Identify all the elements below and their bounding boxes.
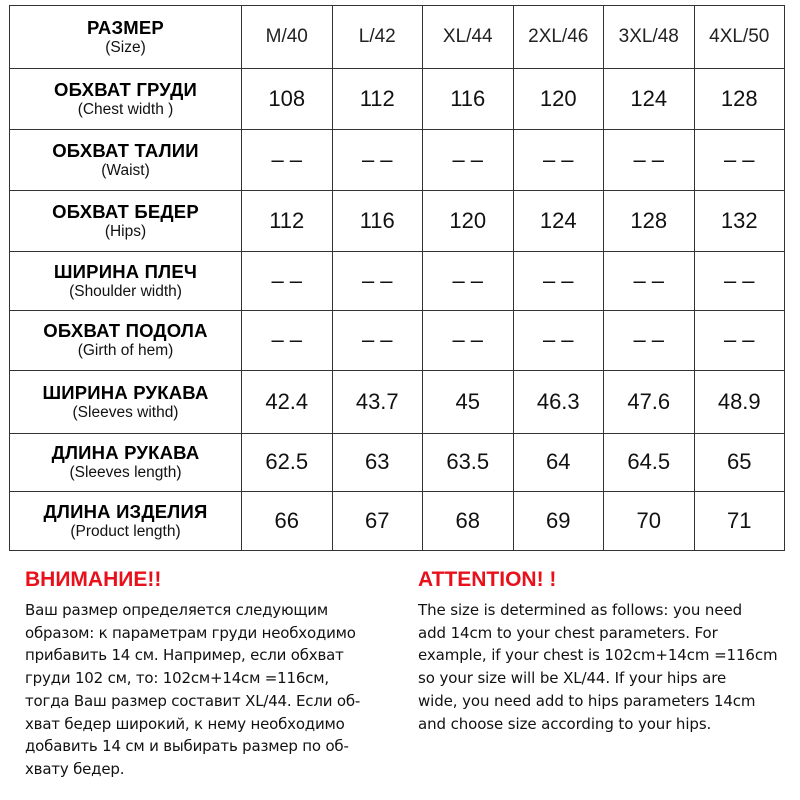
measurement-row bbox=[10, 310, 785, 370]
measurement-row bbox=[10, 252, 785, 310]
measurement-value: 67 bbox=[332, 491, 423, 550]
measurement-value: – – bbox=[423, 310, 514, 370]
attention-title-en: ATTENTION! ! bbox=[418, 568, 557, 591]
measurement-label-ru: ОБХВАТ ГРУДИ bbox=[54, 79, 197, 101]
measurement-value: 128 bbox=[604, 191, 695, 252]
measurement-label-ru: ДЛИНА РУКАВА bbox=[51, 442, 200, 464]
measurement-value: – – bbox=[423, 130, 514, 191]
measurement-value: 64 bbox=[513, 433, 604, 491]
measurement-value: 62.5 bbox=[242, 433, 333, 491]
measurement-value: – – bbox=[332, 310, 423, 370]
measurement-value: 128 bbox=[694, 69, 785, 130]
attention-text-en bbox=[418, 599, 778, 735]
measurement-value: 112 bbox=[242, 191, 333, 252]
measurement-label bbox=[10, 252, 242, 310]
measurement-value: 71 bbox=[694, 491, 785, 550]
measurement-value: 42.4 bbox=[242, 370, 333, 433]
measurement-value: – – bbox=[242, 252, 333, 310]
measurement-value: 66 bbox=[242, 491, 333, 550]
measurement-label-ru: ШИРИНА РУКАВА bbox=[42, 381, 209, 403]
measurement-value: 65 bbox=[694, 433, 785, 491]
attention-title-ru: ВНИМАНИЕ!! bbox=[25, 568, 162, 591]
measurement-row bbox=[10, 69, 785, 130]
notice-line-ru: Ваш размер определяется следующим bbox=[25, 601, 328, 619]
measurement-value: 45 bbox=[423, 370, 514, 433]
notice-line-ru: груди 102 см, то: 102см+14см =116см, bbox=[25, 669, 329, 688]
attention-notice-en bbox=[418, 567, 778, 735]
measurement-label-ru: ДЛИНА ИЗДЕЛИЯ bbox=[43, 500, 208, 522]
measurement-value: – – bbox=[513, 130, 604, 191]
measurement-label bbox=[10, 69, 242, 130]
notice-line-en: example, if your chest is 102cm+14cm =116cm bbox=[418, 646, 778, 665]
measurement-value: – – bbox=[694, 130, 785, 191]
measurement-label-en: (Shoulder width) bbox=[69, 282, 182, 300]
size-header-label bbox=[10, 6, 242, 69]
measurement-value: – – bbox=[604, 310, 695, 370]
measurement-value: 70 bbox=[604, 491, 695, 550]
measurement-row bbox=[10, 433, 785, 491]
measurement-label-en: (Sleeves length) bbox=[69, 464, 182, 482]
attention-notice-ru bbox=[25, 567, 360, 781]
measurement-value: 132 bbox=[694, 191, 785, 252]
measurement-label-ru: ШИРИНА ПЛЕЧ bbox=[53, 260, 198, 282]
measurement-value: 68 bbox=[423, 491, 514, 550]
measurement-label-en: (Waist) bbox=[101, 162, 150, 180]
measurement-value: 63 bbox=[332, 433, 423, 491]
size-column-header: 3XL/48 bbox=[604, 6, 695, 69]
measurement-value: 69 bbox=[513, 491, 604, 550]
size-column-header: 4XL/50 bbox=[694, 6, 785, 69]
measurement-label-ru: ОБХВАТ ТАЛИИ bbox=[52, 140, 199, 162]
measurement-value: 112 bbox=[332, 69, 423, 130]
size-column-header: XL/44 bbox=[423, 6, 514, 69]
measurement-value: – – bbox=[604, 252, 695, 310]
measurement-value: – – bbox=[513, 252, 604, 310]
measurement-value: 124 bbox=[604, 69, 695, 130]
measurement-value: 116 bbox=[423, 69, 514, 130]
notice-line-ru: прибавить 14 см. Например, если обхват bbox=[25, 646, 344, 665]
measurement-row bbox=[10, 370, 785, 433]
attention-text-ru bbox=[25, 599, 360, 781]
measurement-label bbox=[10, 491, 242, 550]
measurement-value: – – bbox=[332, 252, 423, 310]
measurement-value: 47.6 bbox=[604, 370, 695, 433]
measurement-value: 63.5 bbox=[423, 433, 514, 491]
notice-line-en: add 14cm to your chest parameters. For bbox=[418, 623, 718, 642]
measurement-label-en: (Product length) bbox=[70, 522, 181, 540]
measurement-label-ru: ОБХВАТ БЕДЕР bbox=[52, 201, 199, 223]
size-label-en: (Size) bbox=[105, 39, 146, 57]
measurement-value: – – bbox=[694, 310, 785, 370]
measurement-value: – – bbox=[513, 310, 604, 370]
measurement-value: – – bbox=[694, 252, 785, 310]
measurement-value: 108 bbox=[242, 69, 333, 130]
measurement-value: 43.7 bbox=[332, 370, 423, 433]
measurement-label-en: (Girth of hem) bbox=[77, 342, 174, 360]
measurement-label-en: (Chest width ) bbox=[77, 101, 174, 119]
size-column-header: L/42 bbox=[332, 6, 423, 69]
measurement-label-ru: ОБХВАТ ПОДОЛА bbox=[43, 320, 208, 342]
measurement-row bbox=[10, 191, 785, 252]
measurement-value: 48.9 bbox=[694, 370, 785, 433]
measurement-row bbox=[10, 491, 785, 550]
notice-line-en: The size is determined as follows: you need bbox=[418, 601, 743, 619]
notice-line-ru: тогда Ваш размер составит XL/44. Если об- bbox=[25, 691, 361, 710]
measurement-value: – – bbox=[242, 130, 333, 191]
notice-line-en: wide, you need add to hips parameters 14cm bbox=[418, 691, 756, 710]
measurement-value: 124 bbox=[513, 191, 604, 252]
measurement-value: – – bbox=[423, 252, 514, 310]
measurement-label bbox=[10, 130, 242, 191]
size-label-ru: РАЗМЕР bbox=[87, 17, 164, 39]
size-header-row bbox=[10, 6, 785, 69]
measurement-label bbox=[10, 310, 242, 370]
notice-line-ru: добавить 14 см и выбирать размер по об- bbox=[25, 737, 349, 756]
notice-line-en: so your size will be XL/44. If your hips are bbox=[418, 669, 727, 688]
size-chart-table bbox=[9, 5, 785, 551]
notice-line-ru: образом: к параметрам груди необходимо bbox=[25, 623, 356, 642]
notice-line-ru: хват бедер широкий, к нему необходимо bbox=[25, 714, 345, 733]
size-column-header: M/40 bbox=[242, 6, 333, 69]
measurement-value: 46.3 bbox=[513, 370, 604, 433]
measurement-label bbox=[10, 433, 242, 491]
measurement-label bbox=[10, 191, 242, 252]
size-column-header: 2XL/46 bbox=[513, 6, 604, 69]
measurement-label-en: (Sleeves withd) bbox=[72, 403, 179, 421]
measurement-value: 116 bbox=[332, 191, 423, 252]
notice-line-en: and choose size according to your hips. bbox=[418, 714, 712, 733]
measurement-value: 120 bbox=[513, 69, 604, 130]
notice-line-ru: хвату бедер. bbox=[25, 759, 125, 778]
measurement-value: – – bbox=[242, 310, 333, 370]
measurement-row bbox=[10, 130, 785, 191]
measurement-value: 64.5 bbox=[604, 433, 695, 491]
measurement-label bbox=[10, 370, 242, 433]
measurement-label-en: (Hips) bbox=[104, 223, 147, 241]
measurement-value: – – bbox=[604, 130, 695, 191]
measurement-value: 120 bbox=[423, 191, 514, 252]
measurement-value: – – bbox=[332, 130, 423, 191]
